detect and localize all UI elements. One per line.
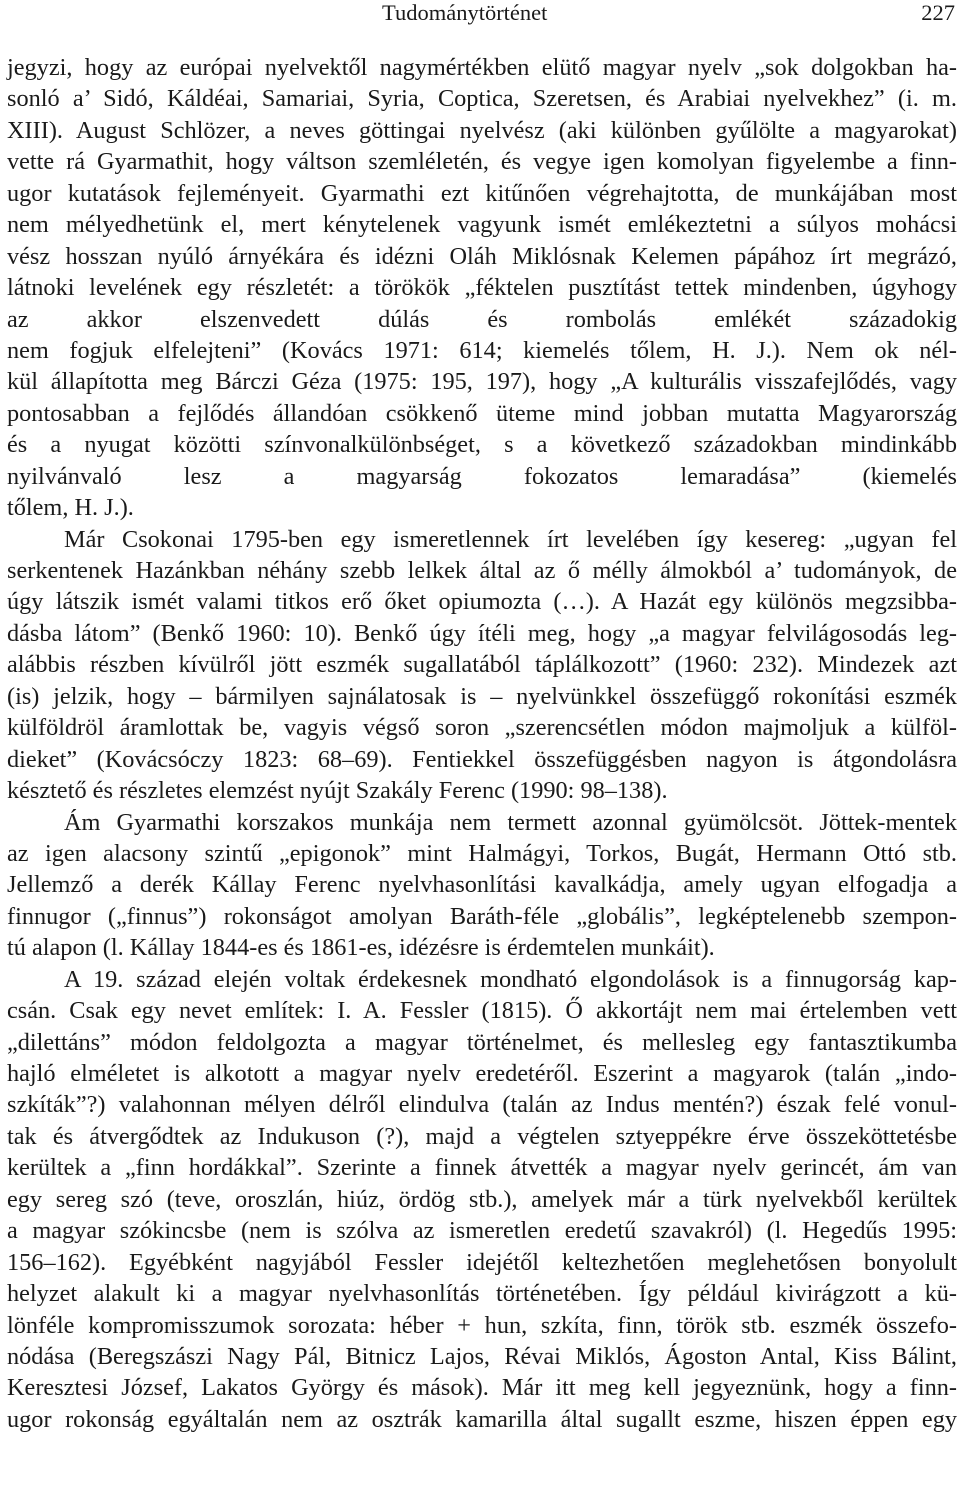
text-line: Jellemző a derék Kállay Ferenc nyelvhasonlítási kavalkádja, amely ugyan elfogadja a <box>7 871 957 899</box>
text-line: XIII). August Schlözer, a neves göttingai nyelvész (aki különben gyűlölte a magyarokat) <box>7 116 957 144</box>
text-line: serkentenek Hazánkban néhány szebb lelkek által az ő mélly álmokból a’ tudományok, de <box>7 557 957 584</box>
text-line: 156–162). Egyébként nagyjából Fessler idejétől keltezhetően meglehetősen bonyolult <box>7 1248 957 1276</box>
text-line: sonló a’ Sidó, Káldéai, Samariai, Syria, Coptica, Szeretsen, és Arabiai nyelvekhez” (i. m. <box>7 85 957 113</box>
text-line: jegyzi, hogy az európai nyelvektől nagymértékben elütő magyar nyelv „sok dolgokban ha- <box>7 54 957 81</box>
text-line: vette rá Gyarmathit, hogy váltson szemléletén, és vegye igen komolyan figyelembe a finn- <box>7 148 957 176</box>
text-line: hajló elméletet is alkotott a magyar nyelv eredetéről. Eszerint a magyarok (talán „indo- <box>7 1060 957 1087</box>
text-line: „dilettáns” módon feldolgozta a magyar történelmet, és mellesleg egy fantasztikumba <box>7 1028 957 1056</box>
page-header <box>7 0 957 34</box>
text-line: az akkor elszenvedett dúlás és rombolás emlékét századokig <box>7 305 957 333</box>
text-line: (is) jelzik, hogy – bármilyen sajnálatosak is – nyelvünkkel összefüggő rokonítási eszmék <box>7 682 957 710</box>
text-line: kerültek a „finn hordákkal”. Szerinte a finnek átvették a magyar nyelv gerincét, ám van <box>7 1154 957 1182</box>
text-line: dásba látom” (Benkő 1960: 10). Benkő úgy ítéli meg, hogy „a magyar felvilágosodás leg- <box>7 619 957 647</box>
text-line: ugor kutatások fejleményeit. Gyarmathi ezt kitűnően végrehajtotta, de munkájában most <box>7 179 957 207</box>
text-line: dieket” (Kovácsóczy 1823: 68–69). Fentiekkel összefüggésben nagyon is átgondolásra <box>7 745 957 773</box>
text-line: úgy látszik ismét valami titkos erő őket opiumozta (…). A Hazát egy különös megzsibba- <box>7 588 957 616</box>
text-line: külföldröl áramlottak be, vagyis végső soron „szerencsétlen módon majmoljuk a külföl- <box>7 714 957 742</box>
text-line: csán. Csak egy nevet említek: I. A. Fessler (1815). Ő akkortájt nem mai értelemben vett <box>7 997 957 1025</box>
text-line: Már Csokonai 1795-ben egy ismeretlennek írt levelében így kesereg: „ugyan fel <box>64 525 957 553</box>
text-line: alábbis részben kívülről jött eszmék sugallatából táplálkozott” (1960: 232). Mindezek azt <box>7 651 957 679</box>
text-line: lönféle kompromisszumok sorozata: héber + hun, szkíta, finn, török stb. eszmék összefo- <box>7 1311 957 1339</box>
text-line: kül állapította meg Bárczi Géza (1975: 195, 197), hogy „A kulturális visszafejlődés, vagy <box>7 368 957 396</box>
text-line: az igen alacsony szintű „epigonok” mint Halmágyi, Torkos, Bugát, Hermann Ottó stb. <box>7 839 957 867</box>
text-line: tak és átvergődtek az Indukuson (?), majd a végtelen sztyeppékre érve összeköttetésbe <box>7 1122 957 1150</box>
text-line: szkíták”?) valahonnan mélyen délről elindulva (talán az Indus mentén?) észak felé vonul- <box>7 1091 957 1119</box>
text-line: A 19. század elején voltak érdekesnek mondható elgondolások is a finnugorság kap- <box>64 965 957 993</box>
text-line: nódása (Beregszászi Nagy Pál, Bitnicz Lajos, Révai Miklós, Ágoston Antal, Kiss Bálint, <box>7 1342 957 1370</box>
text-line: nem fogjuk elfelejteni” (Kovács 1971: 614; kiemelés tőlem, H. J.). Nem ok nél- <box>7 336 957 364</box>
text-line: pontosabban a fejlődés állandóan csökkenő üteme mind jobban mutatta Magyarország <box>7 399 957 427</box>
page-number: 227 <box>921 0 955 25</box>
text-line: Ám Gyarmathi korszakos munkája nem termett azonnal gyümölcsöt. Jöttek-mentek <box>64 808 957 836</box>
text-line: nyilvánvaló lesz a magyarság fokozatos lemaradása” (kiemelés <box>7 462 957 490</box>
text-line: Keresztesi József, Lakatos György és mások). Már itt meg kell jegyeznünk, hogy a finn- <box>7 1374 957 1402</box>
text-line: vész hosszan nyúló árnyékára és idézni Oláh Miklósnak Kelemen pápához írt megrázó, <box>7 242 957 270</box>
text-line: és a nyugat közötti színvonalkülönbséget, s a következő századokban mindinkább <box>7 431 957 459</box>
running-title: Tudománytörténet <box>382 0 548 25</box>
text-line: ugor rokonság egyáltalán nem az osztrák kamarilla által sugallt eszme, hiszen éppen egy <box>7 1405 957 1433</box>
document-page <box>7 0 957 1433</box>
text-line: tú alapon (l. Kállay 1844-es és 1861-es, idézésre is érdemtelen munkáit). <box>7 934 715 962</box>
text-line: finnugor („finnus”) rokonságot amolyan Baráth-féle „globális”, legképtelenebb szempon- <box>7 902 957 930</box>
body-text <box>7 52 957 1435</box>
text-line: egy sereg szó (teve, oroszlán, hiúz, ördög stb.), amelyek már a türk nyelvekből kerültek <box>7 1185 957 1213</box>
text-line: nem mélyedhetünk el, mert kénytelenek vagyunk ismét emlékeztetni a súlyos mohácsi <box>7 211 957 239</box>
text-line: a magyar szókincsbe (nem is szólva az ismeretlen eredetű szavakról) (l. Hegedűs 1995: <box>7 1217 957 1245</box>
text-line: látnoki levelének egy részletét: a törökök „féktelen pusztítást tettek mindenben, úgyhogy <box>7 274 957 302</box>
text-line: tőlem, H. J.). <box>7 494 134 522</box>
text-line: helyzet alakult ki a magyar nyelvhasonlítás történetében. Így például kivirágzott a kü- <box>7 1280 957 1308</box>
text-line: késztető és részletes elemzést nyújt Szakály Ferenc (1990: 98–138). <box>7 777 668 805</box>
